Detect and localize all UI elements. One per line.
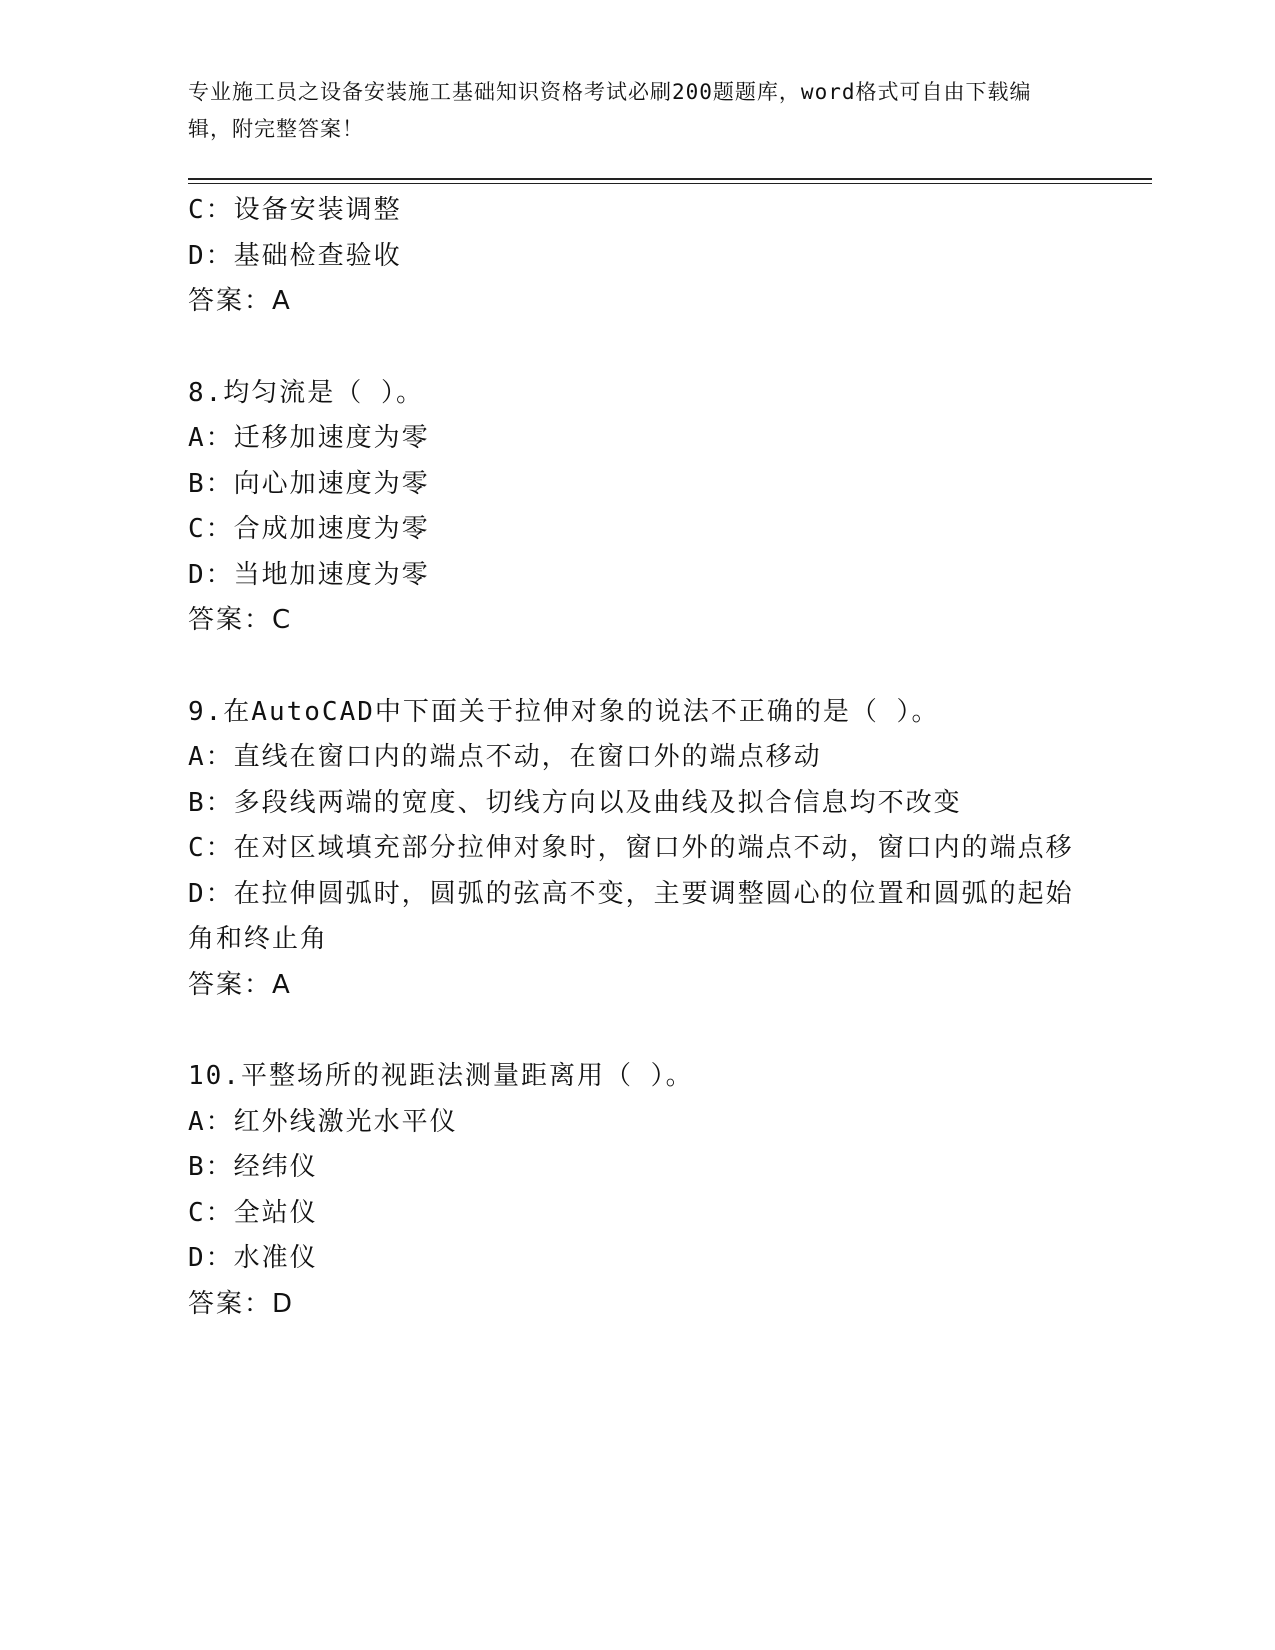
continued-question [188,188,1088,325]
option-b: B：多段线两端的宽度、切线方向以及曲线及拟合信息均不改变 [188,787,962,818]
answer-line: 答案：A [188,969,292,1000]
option-b: B：向心加速度为零 [188,468,430,499]
answer-line: 答案：A [188,286,292,316]
question-10 [188,1054,1088,1327]
question-stem: 8.均匀流是（ ）。 [188,377,424,408]
option-a: A：直线在窗口内的端点不动，在窗口外的端点移动 [188,742,822,772]
spacer [188,1008,1088,1054]
spacer [188,644,1088,690]
option-c: C：全站仪 [188,1197,318,1228]
option-c: C：在对区域填充部分拉伸对象时，窗口外的端点不动，窗口内的端点移 [188,833,1074,863]
question-stem: 10.平整场所的视距法测量距离用（ ）。 [188,1061,694,1091]
question-stem: 9.在AutoCAD中下面关于拉伸对象的说法不正确的是（ ）。 [188,696,940,727]
header-divider-thick [188,178,1152,180]
option-d: D：水准仪 [188,1243,318,1273]
option-d: D：基础检查验收 [188,240,402,271]
question-content [188,188,1088,1327]
option-c: C：设备安装调整 [188,195,402,225]
option-c: C：合成加速度为零 [188,514,430,544]
header-divider-thin [188,183,1152,184]
question-9 [188,690,1088,1009]
option-d: D：在拉伸圆弧时，圆弧的弦高不变，主要调整圆心的位置和圆弧的起始角和终止角 [188,878,1074,954]
question-8 [188,371,1088,644]
spacer [188,325,1088,371]
option-a: A：红外线激光水平仪 [188,1106,458,1137]
option-d: D：当地加速度为零 [188,559,430,590]
document-header: 专业施工员之设备安装施工基础知识资格考试必刷200题题库，word格式可自由下载编辑，附完整答案！ [188,80,1032,141]
option-b: B：经纬仪 [188,1152,318,1182]
option-a: A：迁移加速度为零 [188,423,430,453]
answer-line: 答案：D [188,1288,295,1319]
answer-line: 答案：C [188,605,293,635]
